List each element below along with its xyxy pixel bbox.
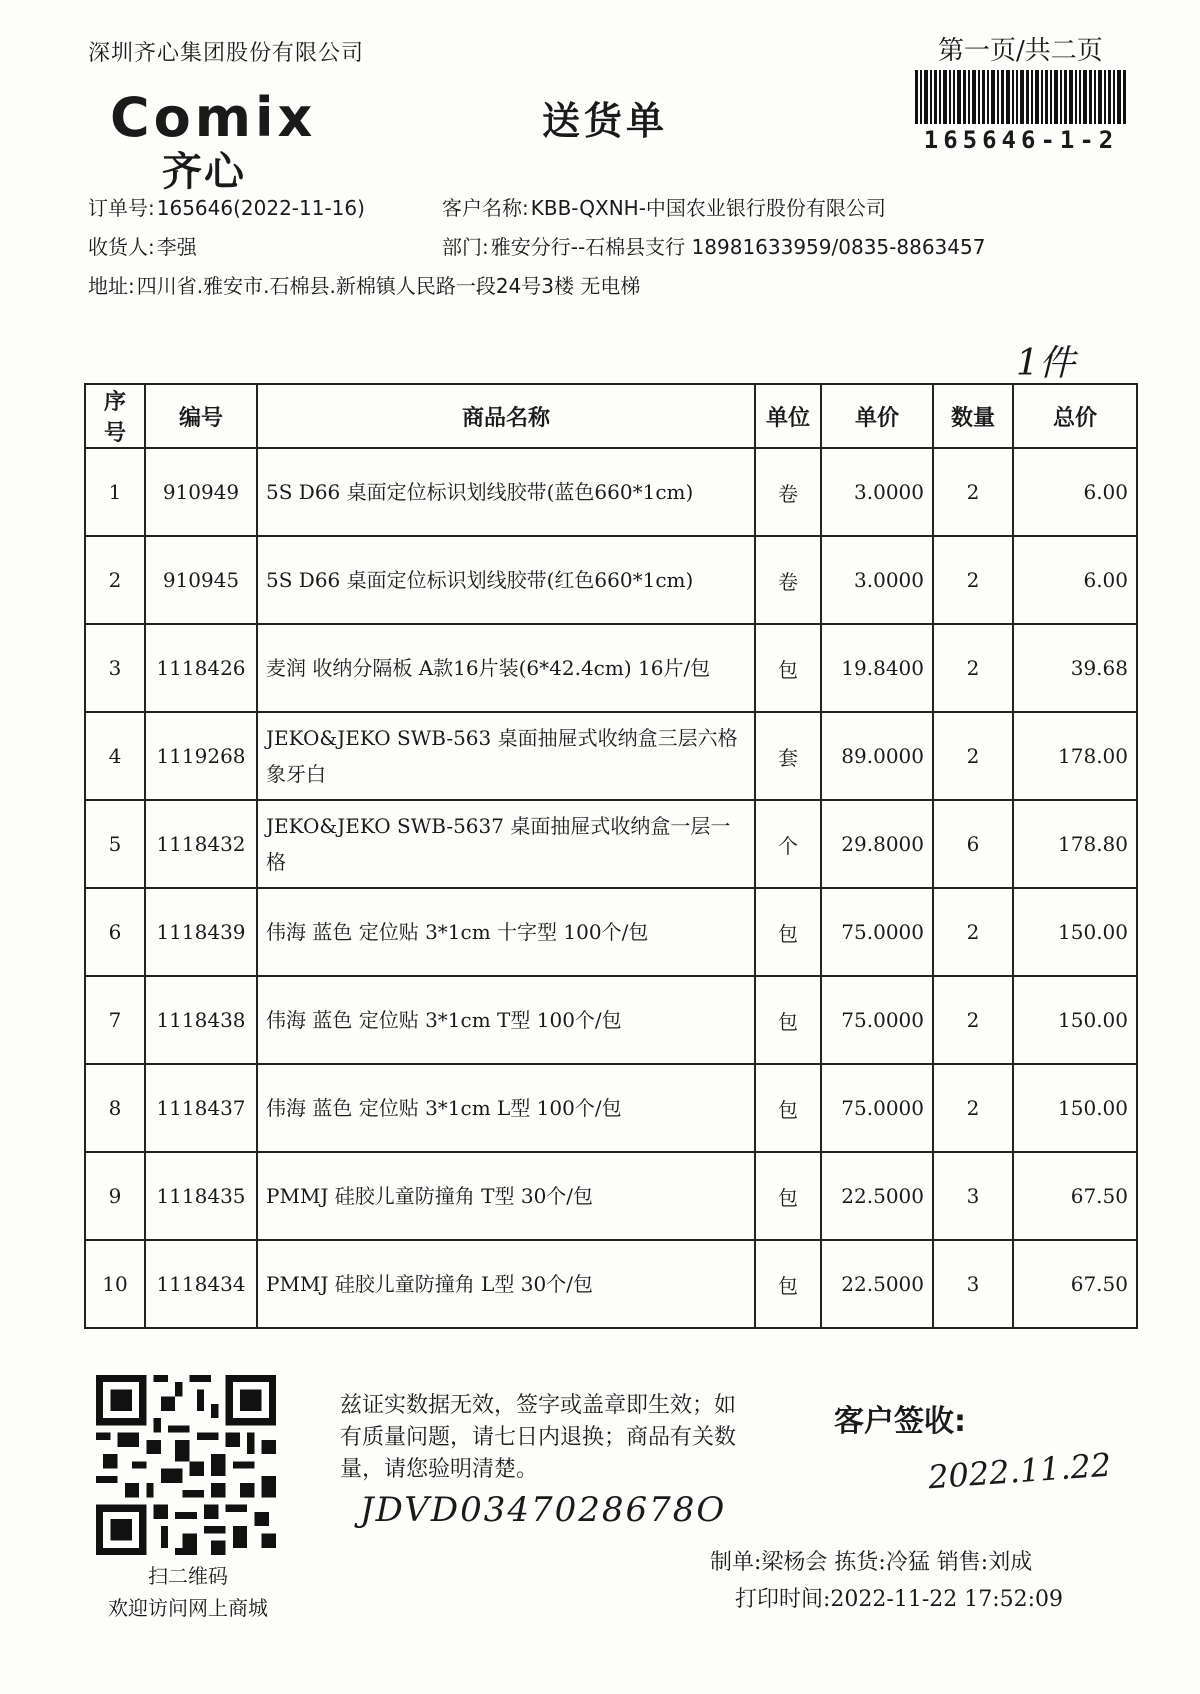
page-indicator: 第一页/共二页 bbox=[938, 36, 1103, 66]
cell-total: 67.50 bbox=[1013, 1152, 1137, 1240]
cell-name: JEKO&JEKO SWB-5637 桌面抽屉式收纳盒一层一格 bbox=[257, 800, 755, 888]
cell-name: 伟海 蓝色 定位贴 3*1cm 十字型 100个/包 bbox=[257, 888, 755, 976]
cell-code: 1118434 bbox=[145, 1240, 257, 1328]
dept-value: 雅安分行--石棉县支行 18981633959/0835-8863457 bbox=[490, 235, 986, 259]
address-label: 地址: bbox=[88, 274, 135, 298]
barcode-image bbox=[915, 70, 1127, 124]
table-row bbox=[85, 1152, 1137, 1240]
cell-qty: 6 bbox=[933, 800, 1013, 888]
staff-info: 制单:梁杨会 拣货:冷猛 销售:刘成 bbox=[710, 1550, 1033, 1575]
table-row bbox=[85, 1240, 1137, 1328]
receiver-value: 李强 bbox=[156, 235, 197, 259]
col-header-qty: 数量 bbox=[933, 384, 1013, 448]
table-row bbox=[85, 712, 1137, 800]
cell-qty: 2 bbox=[933, 1064, 1013, 1152]
cell-qty: 2 bbox=[933, 888, 1013, 976]
cell-seq: 3 bbox=[85, 624, 145, 712]
order-number bbox=[88, 192, 365, 221]
cell-name: 伟海 蓝色 定位贴 3*1cm T型 100个/包 bbox=[257, 976, 755, 1064]
order-label: 订单号: bbox=[88, 196, 155, 220]
order-value: 165646(2022-11-16) bbox=[156, 196, 365, 220]
cell-unit: 包 bbox=[755, 1240, 821, 1328]
comix-logo: Comix bbox=[110, 86, 317, 149]
print-time: 打印时间:2022-11-22 17:52:09 bbox=[735, 1587, 1064, 1612]
cell-qty: 3 bbox=[933, 1240, 1013, 1328]
cell-code: 910945 bbox=[145, 536, 257, 624]
cell-unit: 包 bbox=[755, 1152, 821, 1240]
cell-unit: 包 bbox=[755, 976, 821, 1064]
cell-total: 178.00 bbox=[1013, 712, 1137, 800]
cell-seq: 8 bbox=[85, 1064, 145, 1152]
table-row bbox=[85, 536, 1137, 624]
barcode-number: 165646-1-2 bbox=[923, 126, 1119, 154]
table-row bbox=[85, 976, 1137, 1064]
cell-name: PMMJ 硅胶儿童防撞角 L型 30个/包 bbox=[257, 1240, 755, 1328]
cell-unit: 包 bbox=[755, 888, 821, 976]
qr-caption-line2: 欢迎访问网上商城 bbox=[108, 1596, 268, 1620]
cell-price: 75.0000 bbox=[821, 1064, 933, 1152]
receiver bbox=[88, 231, 197, 260]
cell-seq: 9 bbox=[85, 1152, 145, 1240]
cell-qty: 2 bbox=[933, 536, 1013, 624]
cell-qty: 3 bbox=[933, 1152, 1013, 1240]
qr-caption-line1: 扫二维码 bbox=[148, 1564, 228, 1588]
cell-price: 19.8400 bbox=[821, 624, 933, 712]
cell-unit: 卷 bbox=[755, 448, 821, 536]
table-row bbox=[85, 448, 1137, 536]
qr-caption bbox=[80, 1560, 296, 1624]
address bbox=[88, 270, 640, 299]
cell-code: 1119268 bbox=[145, 712, 257, 800]
col-header-seq: 序号 bbox=[85, 384, 145, 448]
cell-name: 5S D66 桌面定位标识划线胶带(蓝色660*1cm) bbox=[257, 448, 755, 536]
comix-logo-cjk: 齐心 bbox=[162, 149, 246, 195]
cell-code: 1118439 bbox=[145, 888, 257, 976]
cell-price: 3.0000 bbox=[821, 448, 933, 536]
cell-price: 75.0000 bbox=[821, 888, 933, 976]
cell-name: 伟海 蓝色 定位贴 3*1cm L型 100个/包 bbox=[257, 1064, 755, 1152]
cell-total: 178.80 bbox=[1013, 800, 1137, 888]
col-header-price: 单价 bbox=[821, 384, 933, 448]
cell-name: 麦润 收纳分隔板 A款16片装(6*42.4cm) 16片/包 bbox=[257, 624, 755, 712]
document-title: 送货单 bbox=[542, 99, 669, 143]
table-row bbox=[85, 1064, 1137, 1152]
handwritten-annotation: 1件 bbox=[1016, 343, 1075, 384]
cell-seq: 7 bbox=[85, 976, 145, 1064]
col-header-total: 总价 bbox=[1013, 384, 1137, 448]
table-row bbox=[85, 888, 1137, 976]
customer-signature-label: 客户签收: bbox=[834, 1404, 966, 1439]
cell-price: 22.5000 bbox=[821, 1240, 933, 1328]
cell-price: 22.5000 bbox=[821, 1152, 933, 1240]
cell-total: 150.00 bbox=[1013, 976, 1137, 1064]
cell-price: 29.8000 bbox=[821, 800, 933, 888]
cell-unit: 套 bbox=[755, 712, 821, 800]
department bbox=[442, 231, 985, 260]
cell-qty: 2 bbox=[933, 448, 1013, 536]
cell-code: 1118435 bbox=[145, 1152, 257, 1240]
table-row bbox=[85, 800, 1137, 888]
cell-unit: 个 bbox=[755, 800, 821, 888]
company-name: 深圳齐心集团股份有限公司 bbox=[88, 41, 365, 66]
cell-code: 910949 bbox=[145, 448, 257, 536]
cell-total: 6.00 bbox=[1013, 448, 1137, 536]
cell-name: JEKO&JEKO SWB-563 桌面抽屉式收纳盒三层六格 象牙白 bbox=[257, 712, 755, 800]
cell-qty: 2 bbox=[933, 976, 1013, 1064]
customer-name bbox=[442, 192, 886, 221]
col-header-unit: 单位 bbox=[755, 384, 821, 448]
table-header-row bbox=[85, 384, 1137, 448]
cell-seq: 1 bbox=[85, 448, 145, 536]
qr-code bbox=[96, 1375, 276, 1555]
cell-qty: 2 bbox=[933, 712, 1013, 800]
cell-total: 150.00 bbox=[1013, 888, 1137, 976]
cell-code: 1118437 bbox=[145, 1064, 257, 1152]
receiver-label: 收货人: bbox=[88, 235, 155, 259]
address-value: 四川省.雅安市.石棉县.新棉镇人民路一段24号3楼 无电梯 bbox=[136, 274, 641, 298]
cell-qty: 2 bbox=[933, 624, 1013, 712]
cell-code: 1118432 bbox=[145, 800, 257, 888]
cell-seq: 10 bbox=[85, 1240, 145, 1328]
notice-text: 兹证实数据无效，签字或盖章即生效；如有质量问题，请七日内退换；商品有关数量，请您验明清楚。 bbox=[340, 1393, 737, 1482]
cell-seq: 6 bbox=[85, 888, 145, 976]
cell-name: 5S D66 桌面定位标识划线胶带(红色660*1cm) bbox=[257, 536, 755, 624]
col-header-code: 编号 bbox=[145, 384, 257, 448]
cell-total: 6.00 bbox=[1013, 536, 1137, 624]
cell-total: 67.50 bbox=[1013, 1240, 1137, 1328]
cell-price: 75.0000 bbox=[821, 976, 933, 1064]
cell-code: 1118426 bbox=[145, 624, 257, 712]
cell-price: 89.0000 bbox=[821, 712, 933, 800]
table-row bbox=[85, 624, 1137, 712]
col-header-name: 商品名称 bbox=[257, 384, 755, 448]
cell-code: 1118438 bbox=[145, 976, 257, 1064]
items-table bbox=[84, 383, 1138, 1329]
cell-total: 39.68 bbox=[1013, 624, 1137, 712]
customer-value: KBB-QXNH-中国农业银行股份有限公司 bbox=[530, 196, 886, 220]
signature-date: 2022.11.22 bbox=[926, 1445, 1113, 1497]
cell-price: 3.0000 bbox=[821, 536, 933, 624]
cell-name: PMMJ 硅胶儿童防撞角 T型 30个/包 bbox=[257, 1152, 755, 1240]
cell-unit: 包 bbox=[755, 1064, 821, 1152]
cell-total: 150.00 bbox=[1013, 1064, 1137, 1152]
cell-unit: 包 bbox=[755, 624, 821, 712]
cell-seq: 2 bbox=[85, 536, 145, 624]
handwritten-tracking-code: JDVD0347028678O bbox=[360, 1490, 727, 1530]
customer-label: 客户名称: bbox=[442, 196, 529, 220]
cell-unit: 卷 bbox=[755, 536, 821, 624]
cell-seq: 4 bbox=[85, 712, 145, 800]
cell-seq: 5 bbox=[85, 800, 145, 888]
dept-label: 部门: bbox=[442, 235, 489, 259]
